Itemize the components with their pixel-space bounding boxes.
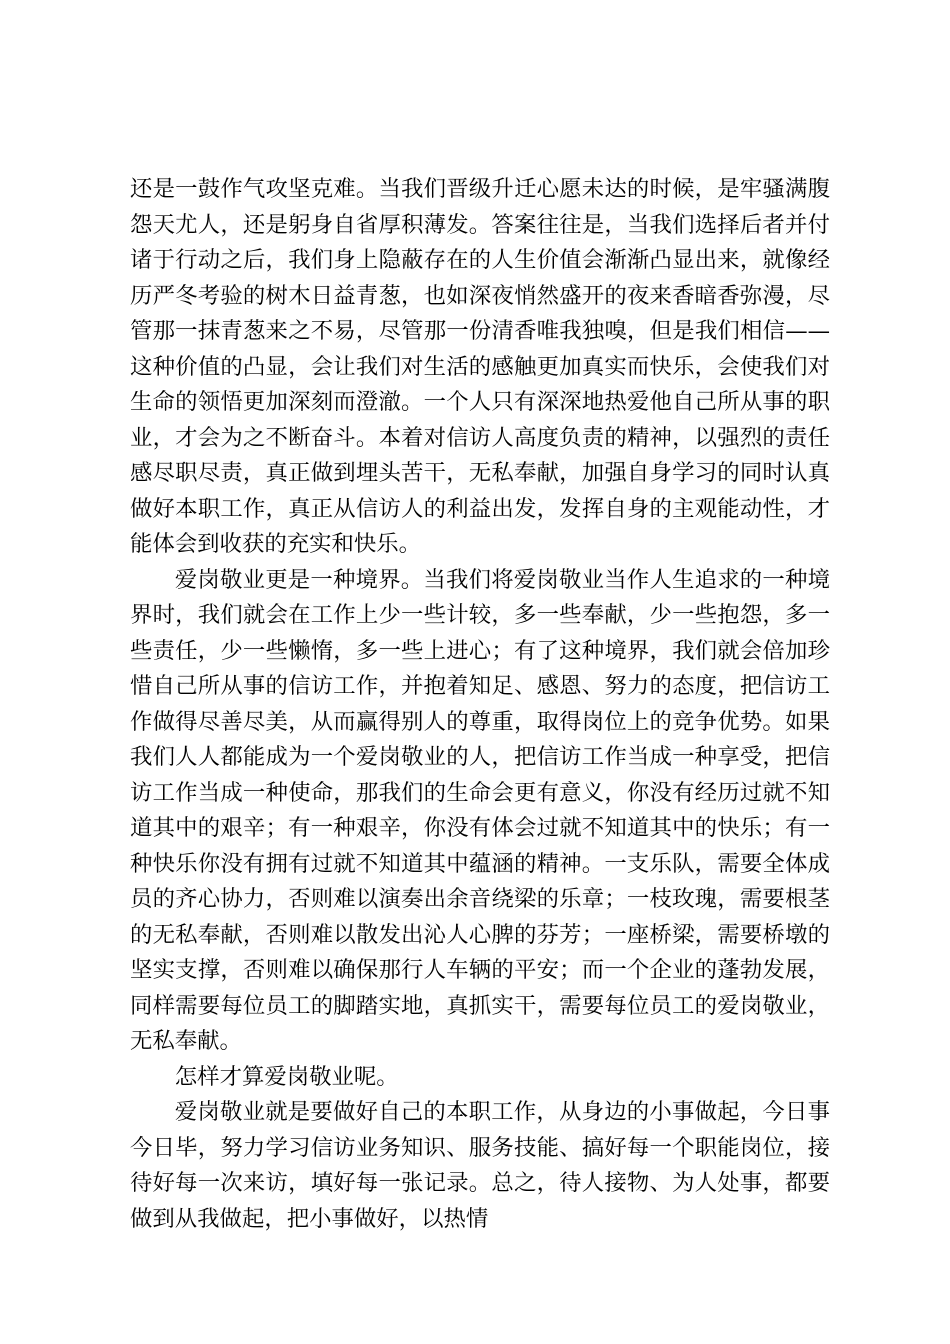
- paragraph-3: 怎样才算爱岗敬业呢。: [174, 1063, 399, 1090]
- paragraph-1: 还是一鼓作气攻坚克难。当我们晋级升迁心愿未达的时候，是牢骚满腹怨天尤人，还是躬身自省厚积薄发。答案往往是，当我们选择后者并付诸于行动之后，我们身上隐蔽存在的人生价值会渐渐凸显出来，就像经历严冬考验的树木日益青葱，也如深夜悄然盛开的夜来香暗香弥漫，尽管那一抹青葱来之不易，尽管那一份清香唯我独嗅，但是我们相信——这种价值的凸显，会让我们对生活的感触更加真实而快乐，会使我们对生命的领悟更加深刻而澄澈。一个人只有深深地热爱他自己所从事的职业，才会为之不断奋斗。本着对信访人高度负责的精神，以强烈的责任感尽职尽责，真正做到埋头苦干，无私奉献，加强自身学习的同时认真做好本职工作，真正从信访人的利益出发，发挥自身的主观能动性，才能体会到收获的充实和快乐。: [130, 176, 830, 557]
- paragraph-2: 爱岗敬业更是一种境界。当我们将爱岗敬业当作人生追求的一种境界时，我们就会在工作上少一些计较，多一些奉献，少一些抱怨，多一些责任，少一些懒惰，多一些上进心；有了这种境界，我们就会倍加珍惜自己所从事的信访工作，并抱着知足、感恩、努力的态度，把信访工作做得尽善尽美，从而赢得别人的尊重，取得岗位上的竞争优势。如果我们人人都能成为一个爱岗敬业的人，把信访工作当成一种享受，把信访工作当成一种使命，那我们的生命会更有意义，你没有经历过就不知道其中的艰辛；有一种艰辛，你没有体会过就不知道其中的快乐；有一种快乐你没有拥有过就不知道其中蕴涵的精神。一支乐队，需要全体成员的齐心协力，否则难以演奏出余音绕梁的乐章；一枝玫瑰，需要根茎的无私奉献，否则难以散发出沁人心脾的芬芳；一座桥梁，需要桥墩的坚实支撑，否则难以确保那行人车辆的平安；而一个企业的蓬勃发展，同样需要每位员工的脚踏实地，真抓实干，需要每位员工的爱岗敬业，无私奉献。: [130, 566, 830, 1054]
- document-body: [130, 172, 830, 1237]
- paragraph-4: 爱岗敬业就是要做好自己的本职工作，从身边的小事做起，今日事今日毕，努力学习信访业务知识、服务技能、搞好每一个职能岗位，接待好每一次来访，填好每一张记录。总之，待人接物、为人处事，都要做到从我做起，把小事做好，以热情: [130, 1099, 830, 1232]
